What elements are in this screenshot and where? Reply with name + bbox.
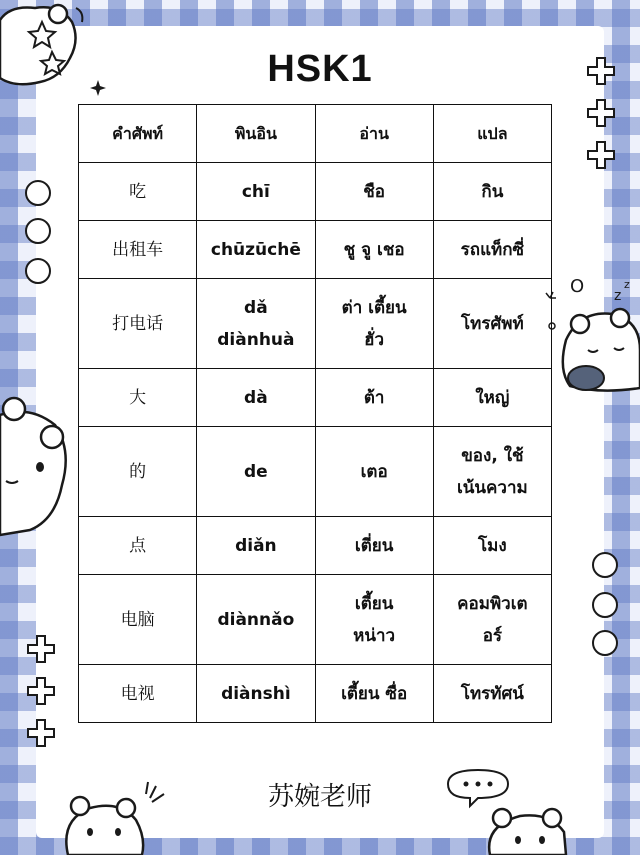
pinyin-cell: diànshì [197, 665, 315, 723]
pinyin-cell: chūzūchē [197, 221, 315, 279]
reading-cell: เตี้ยน ซื่อ [315, 665, 433, 723]
table-row [79, 369, 552, 427]
pinyin-cell: chī [197, 163, 315, 221]
table-row [79, 163, 552, 221]
header-pinyin: พินอิน [197, 105, 315, 163]
word-cell: 吃 [79, 163, 197, 221]
word-cell: 电视 [79, 665, 197, 723]
header-word: คำศัพท์ [79, 105, 197, 163]
pinyin-cell: diànnǎo [197, 575, 315, 665]
meaning-cell: โทรศัพท์ [433, 279, 551, 369]
reading-cell: เตี้ยน หน่าว [315, 575, 433, 665]
word-cell: 大 [79, 369, 197, 427]
reading-cell: ชือ [315, 163, 433, 221]
plus-icon [26, 676, 56, 706]
table-row [79, 575, 552, 665]
word-cell: 电脑 [79, 575, 197, 665]
reading-cell: เตี่ยน [315, 517, 433, 575]
plus-icon [26, 634, 56, 664]
table-row [79, 221, 552, 279]
svg-text:z: z [614, 288, 622, 304]
table-row [79, 665, 552, 723]
circle-decoration [25, 218, 51, 244]
sleeping-bear-illustration [540, 270, 640, 395]
word-cell: 的 [79, 427, 197, 517]
meaning-cell: รถแท็กซี่ [433, 221, 551, 279]
page-title: HSK1 [267, 48, 373, 90]
meaning-cell: ของ, ใช้ เน้นความ [433, 427, 551, 517]
table-row [79, 517, 552, 575]
reading-cell: ชู จู เชอ [315, 221, 433, 279]
table-row [79, 427, 552, 517]
circle-decoration [592, 592, 618, 618]
meaning-cell: กิน [433, 163, 551, 221]
meaning-cell: คอมพิวเต อร์ [433, 575, 551, 665]
bear-illustration [0, 395, 80, 540]
pinyin-cell: dà [197, 369, 315, 427]
word-cell: 出租车 [79, 221, 197, 279]
meaning-cell: โทรทัศน์ [433, 665, 551, 723]
reading-cell: เตอ [315, 427, 433, 517]
header-meaning: แปล [433, 105, 551, 163]
vocabulary-table [78, 104, 552, 723]
plus-icon [586, 140, 616, 170]
circle-decoration [25, 180, 51, 206]
reading-cell: ต่า เตี้ยน ฮั่ว [315, 279, 433, 369]
meaning-cell: ใหญ่ [433, 369, 551, 427]
meaning-cell: โมง [433, 517, 551, 575]
word-cell: 点 [79, 517, 197, 575]
pinyin-cell: diǎn [197, 517, 315, 575]
teacher-signature: 苏婉老师 [267, 782, 372, 812]
header-reading: อ่าน [315, 105, 433, 163]
circle-decoration [25, 258, 51, 284]
table-header-row [79, 105, 552, 163]
pinyin-cell: dǎ diànhuà [197, 279, 315, 369]
circle-decoration [592, 552, 618, 578]
svg-text:O: O [570, 276, 585, 297]
pinyin-cell: de [197, 427, 315, 517]
plus-icon [26, 718, 56, 748]
plus-icon [586, 98, 616, 128]
circle-decoration [592, 630, 618, 656]
reading-cell: ต้า [315, 369, 433, 427]
svg-text:z: z [624, 278, 630, 291]
word-cell: 打电话 [79, 279, 197, 369]
table-row [79, 279, 552, 369]
